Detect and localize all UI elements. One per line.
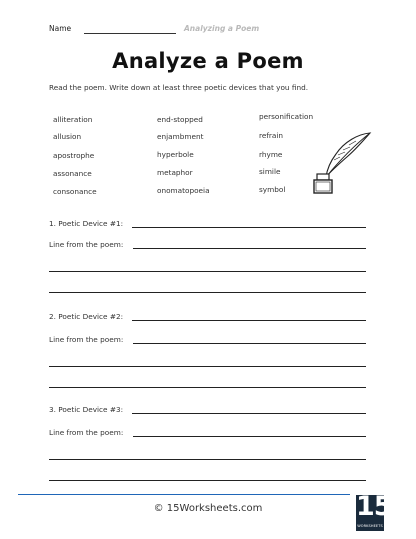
line-3-answer-line[interactable]: [133, 436, 366, 437]
device-1-answer-line[interactable]: [132, 227, 366, 228]
writing-line[interactable]: [49, 271, 366, 272]
device-2-label: 2. Poetic Device #2:: [49, 312, 124, 321]
word-bank-item: metaphor: [157, 168, 193, 177]
word-bank-item: symbol: [259, 185, 286, 194]
writing-line[interactable]: [49, 459, 366, 460]
device-3-label: 3. Poetic Device #3:: [49, 405, 124, 414]
writing-line[interactable]: [49, 387, 366, 388]
copyright-icon: ©: [153, 503, 164, 514]
device-2-answer-line[interactable]: [132, 320, 366, 321]
word-bank-item: allusion: [53, 132, 82, 141]
logo-number: 15: [356, 491, 392, 522]
quill-inkwell-icon: [312, 130, 374, 198]
word-bank-item: enjambment: [157, 132, 204, 141]
name-label: Name: [49, 24, 72, 33]
line-2-label: Line from the poem:: [49, 335, 124, 344]
line-1-label: Line from the poem:: [49, 240, 124, 249]
logo-text: WORKSHEETS: [357, 524, 383, 528]
writing-line[interactable]: [49, 480, 366, 481]
word-bank-item: end-stopped: [157, 115, 203, 124]
line-3-label: Line from the poem:: [49, 428, 124, 437]
device-1-label: 1. Poetic Device #1:: [49, 219, 124, 228]
word-bank-item: onomatopoeia: [157, 186, 210, 195]
name-line: [84, 33, 176, 34]
line-2-answer-line[interactable]: [133, 343, 366, 344]
word-bank-item: assonance: [53, 169, 92, 178]
word-bank-item: consonance: [53, 187, 97, 196]
footer-divider: [18, 494, 350, 495]
page-title: Analyze a Poem: [112, 49, 304, 73]
word-bank-item: hyperbole: [157, 150, 194, 159]
word-bank-item: alliteration: [53, 115, 93, 124]
word-bank-item: rhyme: [259, 150, 283, 159]
instructions: Read the poem. Write down at least three poetic devices that you find.: [49, 83, 309, 92]
word-bank-item: personification: [259, 112, 314, 121]
footer-credit: [0, 503, 416, 514]
device-3-answer-line[interactable]: [132, 413, 366, 414]
word-bank-item: apostrophe: [53, 151, 95, 160]
word-bank-item: simile: [259, 167, 281, 176]
footer-site: 15Worksheets.com: [166, 503, 263, 514]
writing-line[interactable]: [49, 366, 366, 367]
worksheet-subtitle: Analyzing a Poem: [184, 24, 260, 33]
word-bank-item: refrain: [259, 131, 284, 140]
writing-line[interactable]: [49, 292, 366, 293]
line-1-answer-line[interactable]: [133, 248, 366, 249]
